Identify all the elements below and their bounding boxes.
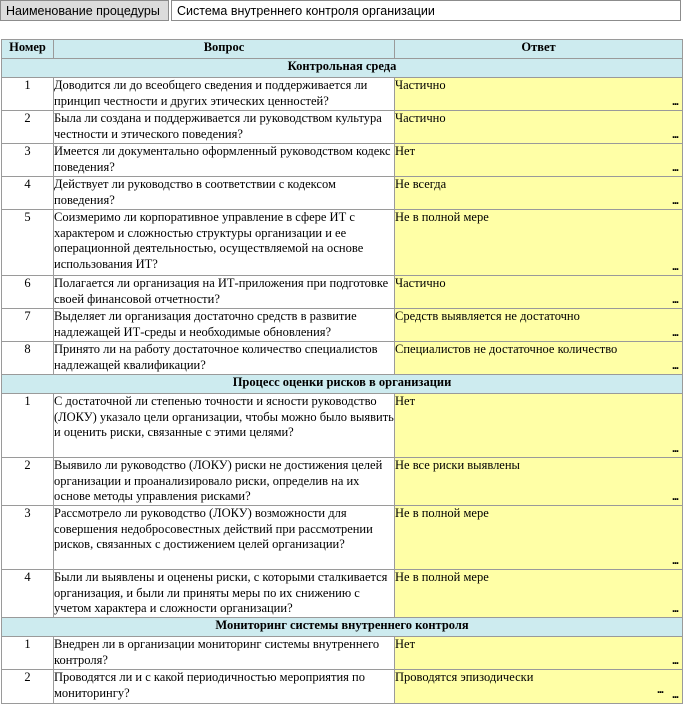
more-options-icon[interactable]: ...	[672, 441, 678, 455]
answer-cell[interactable]	[395, 394, 683, 458]
table-row	[2, 342, 683, 375]
row-number: 2	[2, 111, 54, 144]
table-row	[2, 506, 683, 570]
section-title: Мониторинг системы внутреннего контроля	[2, 618, 683, 637]
more-options-icon[interactable]: ...	[672, 127, 678, 141]
row-number: 4	[2, 177, 54, 210]
answer-text: Частично	[395, 111, 446, 125]
row-number: 4	[2, 570, 54, 618]
more-options-icon[interactable]: ...	[672, 292, 678, 306]
questionnaire-table	[1, 39, 683, 704]
row-number: 1	[2, 637, 54, 670]
row-number: 3	[2, 506, 54, 570]
more-options-icon[interactable]: ...	[672, 653, 678, 667]
table-row	[2, 394, 683, 458]
answer-cell[interactable]	[395, 144, 683, 177]
question-cell: Выделяет ли организация достаточно средств в развитие надлежащей ИТ-среды и необходимые обновления?	[54, 309, 395, 342]
procedure-name-label: Наименование процедуры	[0, 0, 169, 21]
answer-text: Частично	[395, 78, 446, 92]
table-row	[2, 276, 683, 309]
answer-cell[interactable]	[395, 276, 683, 309]
table-row	[2, 637, 683, 670]
row-number: 2	[2, 670, 54, 704]
answer-cell[interactable]	[395, 458, 683, 506]
table-row	[2, 78, 683, 111]
question-cell: Действует ли руководство в соответствии с кодексом поведения?	[54, 177, 395, 210]
question-cell: Имеется ли документально оформленный руководством кодекс поведения?	[54, 144, 395, 177]
answer-cell[interactable]	[395, 342, 683, 375]
question-cell: С достаточной ли степенью точности и ясности руководство (ЛОКУ) указало цели организации, чтобы можно было выявить и оценить риски, связанные с этими целями?	[54, 394, 395, 458]
section-row	[2, 59, 683, 78]
more-options-icon[interactable]: ...	[672, 160, 678, 174]
answer-text: Нет	[395, 394, 416, 408]
table-row	[2, 177, 683, 210]
question-cell: Проводятся ли и с какой периодичностью мероприятия по мониторингу?	[54, 670, 395, 704]
more-options-icon[interactable]: ...	[672, 489, 678, 503]
row-number: 2	[2, 458, 54, 506]
table-row	[2, 570, 683, 618]
answer-text: Нет	[395, 637, 416, 651]
row-number: 3	[2, 144, 54, 177]
column-header-answer: Ответ	[395, 40, 683, 59]
answer-cell[interactable]	[395, 506, 683, 570]
table-row	[2, 111, 683, 144]
row-number: 1	[2, 78, 54, 111]
answer-cell[interactable]	[395, 637, 683, 670]
more-options-icon[interactable]: ...	[672, 325, 678, 339]
more-options-icon[interactable]: ...	[672, 358, 678, 372]
more-options-icon[interactable]: ...	[672, 601, 678, 615]
answer-cell[interactable]	[395, 670, 683, 704]
more-options-icon[interactable]: ...	[672, 193, 678, 207]
row-number: 8	[2, 342, 54, 375]
section-title: Процесс оценки рисков в организации	[2, 375, 683, 394]
table-row	[2, 670, 683, 704]
section-row	[2, 375, 683, 394]
question-cell: Доводится ли до всеобщего сведения и поддерживается ли принцип честности и других этических ценностей?	[54, 78, 395, 111]
more-options-icon[interactable]: ...	[672, 687, 678, 701]
question-cell: Была ли создана и поддерживается ли руководством культура честности и этического поведения?	[54, 111, 395, 144]
answer-text: Не все риски выявлены	[395, 458, 520, 472]
answer-text: Частично	[395, 276, 446, 290]
table-row	[2, 309, 683, 342]
more-options-icon[interactable]: ...	[672, 94, 678, 108]
more-icon-glyph[interactable]: ...	[657, 682, 663, 696]
column-header-question: Вопрос	[54, 40, 395, 59]
table-row	[2, 144, 683, 177]
answer-cell[interactable]	[395, 111, 683, 144]
answer-text: Проводятся эпизодически	[395, 670, 534, 684]
table-row	[2, 458, 683, 506]
answer-text: Не в полной мере	[395, 506, 489, 520]
answer-text: Не всегда	[395, 177, 447, 191]
answer-text: Не в полной мере	[395, 210, 489, 224]
question-cell: Внедрен ли в организации мониторинг системы внутреннего контроля?	[54, 637, 395, 670]
question-cell: Рассмотрело ли руководство (ЛОКУ) возможности для совершения недобросовестных действий при рассмотрении рисков, связанных с достижением целей организации?	[54, 506, 395, 570]
row-number: 6	[2, 276, 54, 309]
row-number: 1	[2, 394, 54, 458]
answer-cell[interactable]	[395, 78, 683, 111]
header-row	[2, 40, 683, 59]
answer-text: Не в полной мере	[395, 570, 489, 584]
column-header-number: Номер	[2, 40, 54, 59]
answer-text: Специалистов не достаточное количество	[395, 342, 618, 356]
row-number: 5	[2, 210, 54, 276]
question-cell: Соизмеримо ли корпоративное управление в сфере ИТ с характером и сложностью структуры организации и ее операционной деятельностью, осуществляемой на основе использования ИТ?	[54, 210, 395, 276]
question-cell: Были ли выявлены и оценены риски, с которыми сталкивается организация, и были ли приняты меры по их снижению с учетом характера и сложности организации?	[54, 570, 395, 618]
more-options-icon[interactable]: ...	[672, 553, 678, 567]
answer-cell[interactable]	[395, 177, 683, 210]
answer-text: Средств выявляется не достаточно	[395, 309, 580, 323]
question-cell: Принято ли на работу достаточное количество специалистов надлежащей квалификации?	[54, 342, 395, 375]
more-options-icon[interactable]: ...	[672, 259, 678, 273]
section-row	[2, 618, 683, 637]
answer-text: Нет	[395, 144, 416, 158]
section-title: Контрольная среда	[2, 59, 683, 78]
table-row	[2, 210, 683, 276]
row-number: 7	[2, 309, 54, 342]
procedure-name-field[interactable]: Система внутреннего контроля организации	[171, 0, 681, 21]
procedure-header	[0, 0, 683, 22]
question-cell: Выявило ли руководство (ЛОКУ) риски не достижения целей организации и проанализировало риски, определив на их основе методы управления рисками?	[54, 458, 395, 506]
answer-cell[interactable]	[395, 570, 683, 618]
answer-cell[interactable]	[395, 210, 683, 276]
answer-cell[interactable]	[395, 309, 683, 342]
question-cell: Полагается ли организация на ИТ-приложения при подготовке своей финансовой отчетности?	[54, 276, 395, 309]
